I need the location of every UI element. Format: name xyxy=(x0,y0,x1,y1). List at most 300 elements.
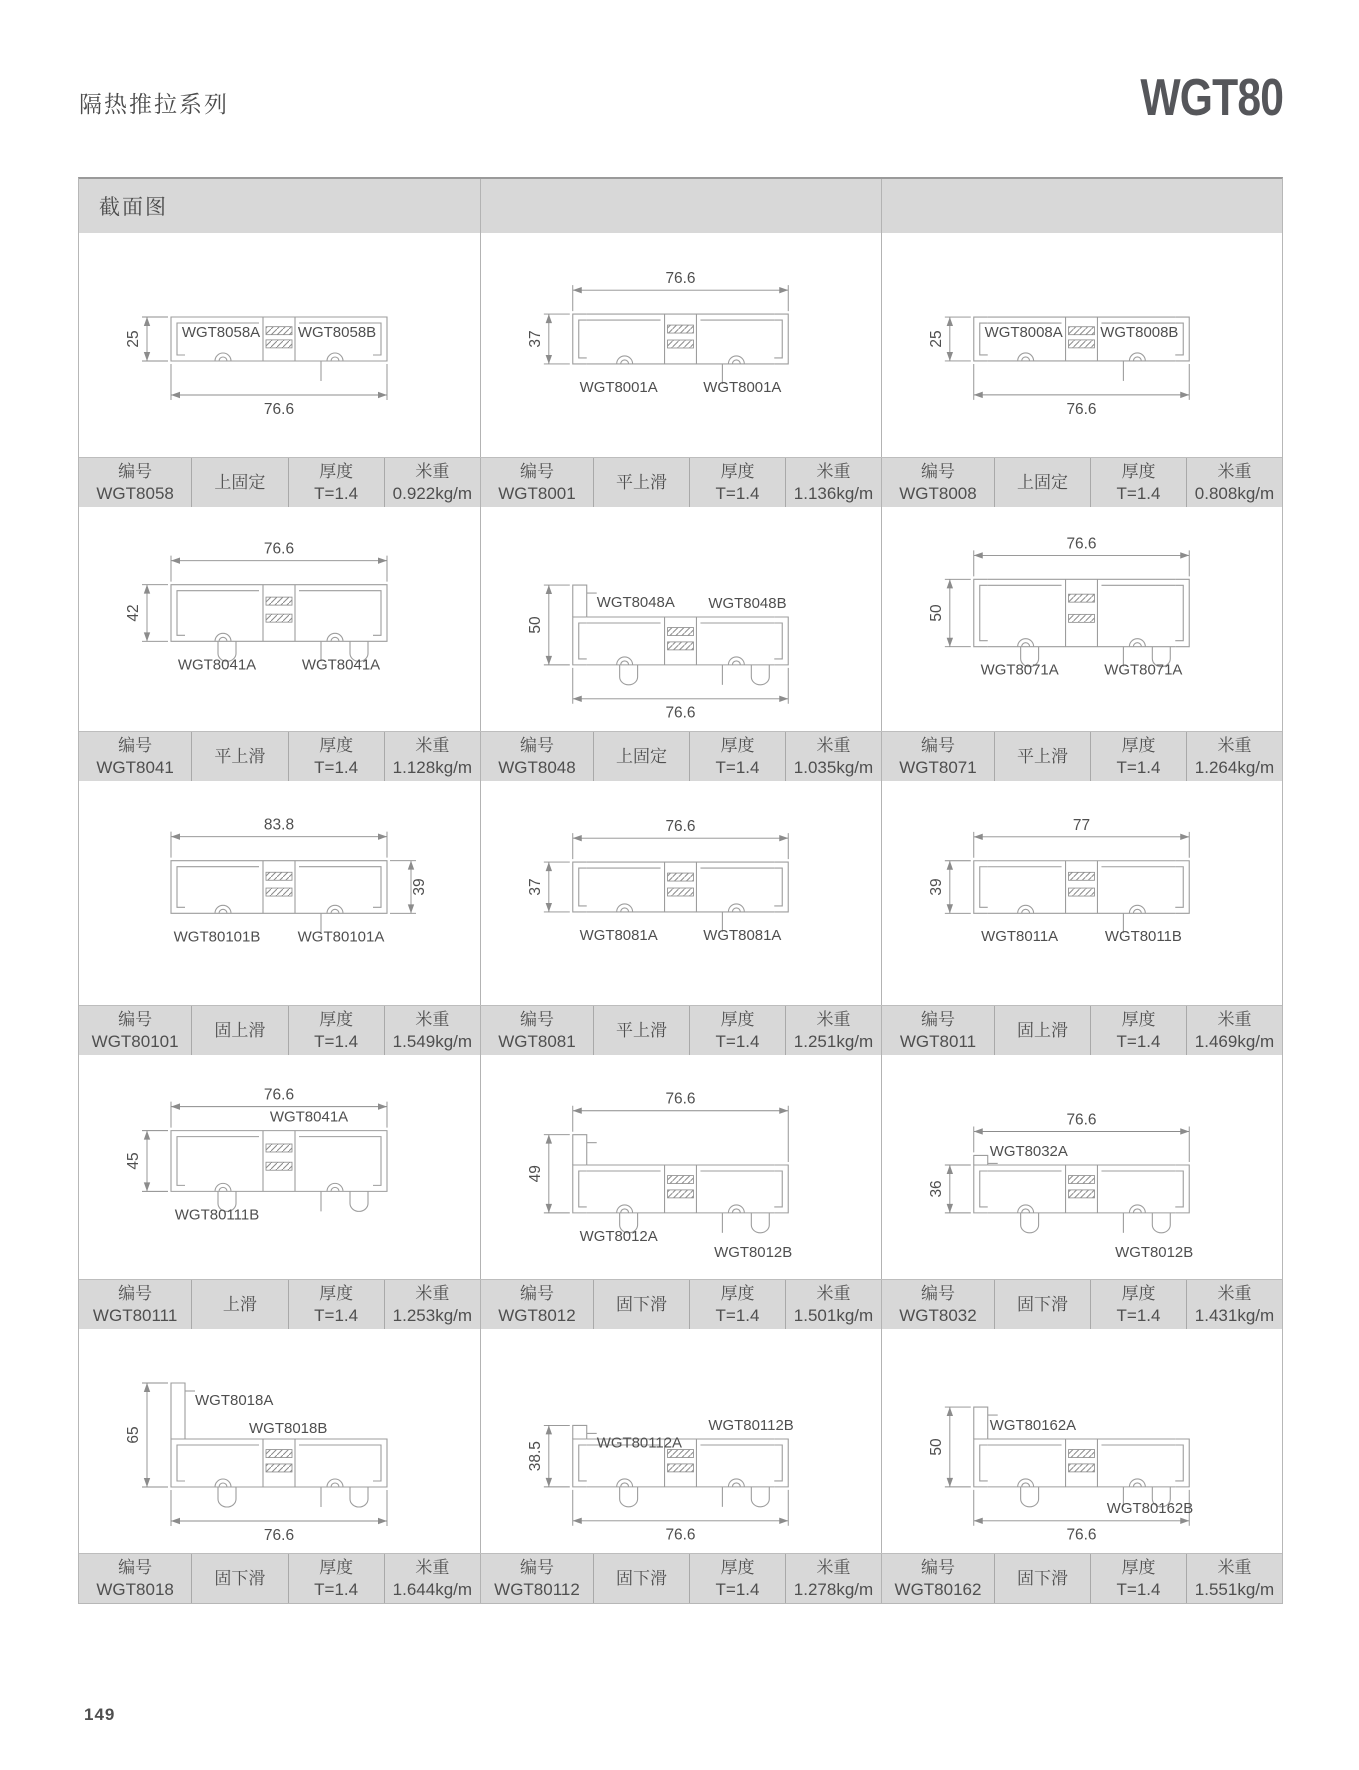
part-label: WGT80101A xyxy=(297,928,385,946)
thickness-value: T=1.4 xyxy=(1116,1305,1161,1325)
profile-outline xyxy=(974,861,1189,933)
thickness-value: T=1.4 xyxy=(715,1579,760,1599)
drawing-row xyxy=(79,1329,1282,1553)
weight-cell xyxy=(1186,458,1282,507)
spec-group-WGT80111 xyxy=(79,1280,480,1329)
profile-drawing xyxy=(882,233,1282,457)
part-number: WGT8018 xyxy=(96,1579,174,1599)
dimension-label: 50 xyxy=(526,616,544,634)
weight-cell xyxy=(785,458,881,507)
type-value: 固下滑 xyxy=(1017,1294,1068,1314)
type-value: 上固定 xyxy=(616,746,667,766)
thickness-label: 厚度 xyxy=(319,1284,354,1304)
dimension-label: 76.6 xyxy=(665,704,696,722)
type-cell xyxy=(593,732,689,781)
part-number: WGT8058 xyxy=(96,483,174,503)
type-cell xyxy=(593,1554,689,1603)
part-label: WGT8032A xyxy=(989,1143,1068,1161)
part-number: WGT80101 xyxy=(91,1031,179,1051)
dimension-label: 76.6 xyxy=(665,270,696,288)
type-value: 平上滑 xyxy=(214,746,266,766)
profile-drawing xyxy=(481,507,881,731)
code-label: 编号 xyxy=(520,1010,554,1030)
dimension-label: 37 xyxy=(526,330,544,348)
drawing-WGT8011 xyxy=(881,781,1282,1005)
weight-label: 米重 xyxy=(415,462,450,482)
part-label: WGT8071A xyxy=(1104,661,1183,679)
thickness-cell xyxy=(689,1280,785,1329)
part-number: WGT8008 xyxy=(899,483,977,503)
section-header-cell xyxy=(79,179,480,233)
dimension-label: 36 xyxy=(927,1180,945,1198)
part-label: WGT8018A xyxy=(195,1392,274,1409)
dimension-label: 76.6 xyxy=(263,1527,295,1544)
weight-cell xyxy=(785,1006,881,1055)
weight-value: 1.551kg/m xyxy=(1194,1579,1275,1599)
dimension-lines xyxy=(945,550,1189,646)
part-label: WGT8081A xyxy=(579,926,658,944)
part-label: WGT8058B xyxy=(297,324,377,341)
weight-label: 米重 xyxy=(415,1558,450,1578)
weight-label: 米重 xyxy=(816,1558,851,1578)
thickness-label: 厚度 xyxy=(720,736,755,756)
thickness-cell xyxy=(689,1006,785,1055)
profile-drawing xyxy=(882,1055,1282,1279)
part-number: WGT80112 xyxy=(494,1579,580,1599)
part-number-cell xyxy=(481,458,593,507)
part-label: WGT8041A xyxy=(177,656,257,674)
dimension-lines xyxy=(544,833,788,912)
thickness-value: T=1.4 xyxy=(715,483,760,503)
weight-value: 1.549kg/m xyxy=(392,1031,473,1051)
dimension-label: 77 xyxy=(1072,816,1091,834)
part-label: WGT8001A xyxy=(579,378,658,396)
profile-drawing xyxy=(79,233,480,457)
part-number-cell xyxy=(481,1280,593,1329)
type-cell xyxy=(593,1006,689,1055)
thickness-cell xyxy=(1090,732,1186,781)
part-number-cell xyxy=(79,732,191,781)
type-value: 上固定 xyxy=(214,472,266,492)
part-label: WGT8001A xyxy=(703,378,782,396)
spec-group-WGT8018 xyxy=(79,1554,480,1603)
profile-outline xyxy=(573,1135,788,1233)
drawing-row xyxy=(79,1055,1282,1279)
spec-group-WGT80162 xyxy=(881,1554,1282,1603)
part-number-cell xyxy=(79,1006,191,1055)
profile-outline xyxy=(573,862,788,932)
part-label: WGT8058A xyxy=(181,324,261,341)
spec-row xyxy=(79,1005,1282,1055)
part-number-cell xyxy=(79,1280,191,1329)
thickness-cell xyxy=(288,458,384,507)
dimension-label: 25 xyxy=(125,330,142,348)
part-label: WGT8008A xyxy=(984,324,1063,342)
drawing-row xyxy=(79,233,1282,457)
spec-group-WGT8032 xyxy=(881,1280,1282,1329)
part-label: WGT80112A xyxy=(596,1434,683,1452)
profile-outline xyxy=(573,314,788,384)
part-number: WGT8012 xyxy=(498,1305,576,1325)
dimension-lines xyxy=(544,285,788,364)
part-number-cell xyxy=(481,1006,593,1055)
profile-outline xyxy=(171,585,387,662)
part-number-cell xyxy=(882,458,994,507)
weight-cell xyxy=(785,732,881,781)
weight-value: 1.253kg/m xyxy=(392,1305,473,1325)
thickness-label: 厚度 xyxy=(1121,736,1156,756)
part-number-cell xyxy=(481,1554,593,1603)
thickness-value: T=1.4 xyxy=(1116,757,1161,777)
drawing-WGT8081 xyxy=(480,781,881,1005)
thickness-cell xyxy=(689,1554,785,1603)
part-label: WGT8071A xyxy=(980,661,1059,679)
thickness-cell xyxy=(288,1280,384,1329)
part-number-cell xyxy=(882,1280,994,1329)
drawing-row xyxy=(79,781,1282,1005)
drawing-WGT8058 xyxy=(79,233,480,457)
thickness-value: T=1.4 xyxy=(715,1031,760,1051)
type-cell xyxy=(994,1280,1090,1329)
part-label: WGT8012B xyxy=(714,1243,793,1261)
weight-label: 米重 xyxy=(816,462,851,482)
type-value: 上固定 xyxy=(1017,472,1068,492)
profile-drawing xyxy=(481,233,881,457)
thickness-value: T=1.4 xyxy=(314,1579,359,1599)
code-label: 编号 xyxy=(118,462,153,482)
profile-drawing xyxy=(79,1329,480,1553)
part-number-cell xyxy=(79,1554,191,1603)
part-label: WGT80162A xyxy=(989,1417,1077,1435)
thickness-label: 厚度 xyxy=(720,1010,755,1030)
code-label: 编号 xyxy=(520,462,554,482)
part-label: WGT8012B xyxy=(1115,1243,1194,1261)
part-label: WGT8018B xyxy=(249,1420,328,1437)
spec-row xyxy=(79,731,1282,781)
part-number: WGT8032 xyxy=(899,1305,977,1325)
thickness-label: 厚度 xyxy=(319,1010,354,1030)
thickness-cell xyxy=(1090,1554,1186,1603)
drawing-WGT80101 xyxy=(79,781,480,1005)
part-label: WGT8012A xyxy=(579,1227,658,1245)
dimension-label: 76.6 xyxy=(1066,1526,1097,1544)
type-cell xyxy=(191,458,287,507)
weight-label: 米重 xyxy=(415,1010,450,1030)
part-number-cell xyxy=(481,732,593,781)
type-cell xyxy=(994,458,1090,507)
page-title: 隔热推拉系列 xyxy=(79,91,229,117)
weight-value: 1.136kg/m xyxy=(793,483,874,503)
dimension-label: 76.6 xyxy=(665,1526,696,1544)
thickness-label: 厚度 xyxy=(1121,1010,1156,1030)
weight-value: 0.922kg/m xyxy=(392,483,473,503)
weight-value: 1.251kg/m xyxy=(793,1031,874,1051)
type-value: 平上滑 xyxy=(616,472,667,492)
weight-cell xyxy=(785,1280,881,1329)
thickness-value: T=1.4 xyxy=(1116,1031,1161,1051)
type-value: 固下滑 xyxy=(1017,1568,1068,1588)
dimension-label: 76.6 xyxy=(665,818,696,836)
thickness-label: 厚度 xyxy=(319,1558,354,1578)
spec-group-WGT8012 xyxy=(480,1280,881,1329)
dimension-label: 76.6 xyxy=(263,401,295,418)
part-number-cell xyxy=(882,1006,994,1055)
profile-outline xyxy=(171,1131,387,1212)
profile-outline xyxy=(974,1155,1189,1232)
type-cell xyxy=(994,1006,1090,1055)
page-number: 149 xyxy=(84,1705,116,1724)
weight-cell xyxy=(1186,1006,1282,1055)
dimension-label: 39 xyxy=(411,878,428,896)
code-label: 编号 xyxy=(118,1284,153,1304)
weight-label: 米重 xyxy=(816,1284,851,1304)
weight-value: 1.644kg/m xyxy=(392,1579,473,1599)
thickness-cell xyxy=(1090,458,1186,507)
weight-value: 1.501kg/m xyxy=(793,1305,874,1325)
dimension-label: 45 xyxy=(125,1152,142,1170)
thickness-cell xyxy=(1090,1280,1186,1329)
weight-label: 米重 xyxy=(816,1010,851,1030)
weight-cell xyxy=(384,1006,480,1055)
drawing-WGT80111 xyxy=(79,1055,480,1279)
dimension-label: 76.6 xyxy=(1066,1111,1097,1129)
part-number-cell xyxy=(79,458,191,507)
code-label: 编号 xyxy=(921,1010,955,1030)
thickness-value: T=1.4 xyxy=(715,1305,760,1325)
part-label: WGT8011B xyxy=(1104,928,1182,946)
code-label: 编号 xyxy=(118,1558,153,1578)
dimension-label: 76.6 xyxy=(1066,400,1097,418)
thickness-value: T=1.4 xyxy=(715,757,760,777)
profile-drawing xyxy=(882,1329,1282,1553)
thickness-cell xyxy=(689,458,785,507)
weight-label: 米重 xyxy=(415,1284,450,1304)
type-value: 平上滑 xyxy=(616,1020,667,1040)
weight-cell xyxy=(384,1280,480,1329)
spec-group-WGT80112 xyxy=(480,1554,881,1603)
thickness-label: 厚度 xyxy=(1121,1284,1156,1304)
section-header-row xyxy=(79,179,1282,233)
part-label: WGT8041A xyxy=(269,1108,349,1126)
code-label: 编号 xyxy=(921,462,955,482)
dimension-label: 76.6 xyxy=(665,1090,696,1108)
type-cell xyxy=(994,1554,1090,1603)
weight-cell xyxy=(384,732,480,781)
type-cell xyxy=(191,732,287,781)
part-number: WGT8011 xyxy=(899,1031,977,1051)
profile-drawing xyxy=(79,507,480,731)
part-label: WGT80112B xyxy=(708,1417,794,1435)
thickness-cell xyxy=(689,732,785,781)
profile-drawing xyxy=(79,1055,480,1279)
part-label: WGT80101B xyxy=(173,928,261,946)
profile-outline xyxy=(974,579,1189,666)
thickness-label: 厚度 xyxy=(1121,1558,1156,1578)
thickness-value: T=1.4 xyxy=(1116,483,1161,503)
spec-group-WGT8081 xyxy=(480,1006,881,1055)
section-header-cell-empty xyxy=(881,179,1282,233)
code-label: 编号 xyxy=(921,1284,955,1304)
part-number-cell xyxy=(882,1554,994,1603)
section-header-label: 截面图 xyxy=(99,196,168,219)
thickness-cell xyxy=(288,1006,384,1055)
code-label: 编号 xyxy=(520,1284,554,1304)
weight-value: 1.035kg/m xyxy=(793,757,874,777)
weight-value: 0.808kg/m xyxy=(1194,483,1275,503)
thickness-label: 厚度 xyxy=(319,736,354,756)
dimension-label: 76.6 xyxy=(1066,535,1097,553)
thickness-label: 厚度 xyxy=(1121,462,1156,482)
part-number: WGT8081 xyxy=(498,1031,576,1051)
part-label: WGT8048A xyxy=(596,594,675,612)
section-header-cell-empty xyxy=(480,179,881,233)
weight-cell xyxy=(1186,1280,1282,1329)
thickness-label: 厚度 xyxy=(319,462,354,482)
profile-drawing xyxy=(481,1055,881,1279)
thickness-cell xyxy=(1090,1006,1186,1055)
type-value: 固下滑 xyxy=(616,1294,667,1314)
thickness-label: 厚度 xyxy=(720,1284,755,1304)
spec-group-WGT8001 xyxy=(480,458,881,507)
spec-group-WGT8041 xyxy=(79,732,480,781)
thickness-cell xyxy=(288,1554,384,1603)
weight-value: 1.431kg/m xyxy=(1194,1305,1275,1325)
part-number-cell xyxy=(882,732,994,781)
dimension-lines xyxy=(945,832,1189,913)
type-value: 固上滑 xyxy=(1017,1020,1068,1040)
profile-catalog-table xyxy=(78,177,1283,1604)
dimension-label: 49 xyxy=(526,1165,544,1183)
part-label: WGT8048B xyxy=(708,595,787,613)
dimension-label: 65 xyxy=(125,1426,142,1444)
thickness-value: T=1.4 xyxy=(314,1305,359,1325)
thickness-value: T=1.4 xyxy=(314,757,359,777)
type-value: 固下滑 xyxy=(616,1568,667,1588)
part-number: WGT8001 xyxy=(498,483,576,503)
drawing-WGT8001 xyxy=(480,233,881,457)
thickness-value: T=1.4 xyxy=(314,1031,359,1051)
weight-cell xyxy=(1186,732,1282,781)
dimension-label: 25 xyxy=(927,330,945,348)
type-cell xyxy=(191,1554,287,1603)
thickness-cell xyxy=(288,732,384,781)
drawing-WGT8048 xyxy=(480,507,881,731)
spec-group-WGT8011 xyxy=(881,1006,1282,1055)
type-value: 上滑 xyxy=(222,1294,257,1314)
drawing-row xyxy=(79,507,1282,731)
weight-value: 1.264kg/m xyxy=(1194,757,1275,777)
weight-label: 米重 xyxy=(1217,1284,1252,1304)
spec-group-WGT8058 xyxy=(79,458,480,507)
part-label: WGT8011A xyxy=(981,928,1059,946)
dimension-lines xyxy=(945,1127,1189,1213)
weight-label: 米重 xyxy=(1217,462,1252,482)
thickness-value: T=1.4 xyxy=(314,483,359,503)
dimension-label: 76.6 xyxy=(263,1086,295,1104)
code-label: 编号 xyxy=(118,736,153,756)
weight-cell xyxy=(384,1554,480,1603)
part-number: WGT80111 xyxy=(92,1305,178,1325)
dimension-lines xyxy=(544,1106,788,1213)
thickness-label: 厚度 xyxy=(720,1558,755,1578)
code-label: 编号 xyxy=(921,736,955,756)
profile-outline xyxy=(171,861,387,934)
part-number: WGT8071 xyxy=(899,757,977,777)
profile-drawing xyxy=(481,1329,881,1553)
part-label: WGT8008B xyxy=(1100,324,1179,342)
spec-row xyxy=(79,1553,1282,1603)
drawing-WGT80112 xyxy=(480,1329,881,1553)
drawing-WGT8032 xyxy=(881,1055,1282,1279)
weight-cell xyxy=(1186,1554,1282,1603)
type-cell xyxy=(191,1006,287,1055)
code-label: 编号 xyxy=(921,1558,955,1578)
code-label: 编号 xyxy=(520,736,554,756)
type-cell xyxy=(593,458,689,507)
part-number: WGT8041 xyxy=(96,757,174,777)
drawing-WGT8008 xyxy=(881,233,1282,457)
series-code: WGT80 xyxy=(1140,69,1283,127)
dimension-label: 50 xyxy=(927,1438,945,1456)
weight-label: 米重 xyxy=(1217,736,1252,756)
drawing-WGT80162 xyxy=(881,1329,1282,1553)
type-value: 固下滑 xyxy=(214,1568,266,1588)
profile-drawing xyxy=(481,781,881,1005)
spec-group-WGT8008 xyxy=(881,458,1282,507)
spec-group-WGT8071 xyxy=(881,732,1282,781)
dimension-lines xyxy=(171,832,416,914)
weight-value: 1.128kg/m xyxy=(392,757,473,777)
part-label: WGT80162B xyxy=(1106,1499,1194,1517)
drawing-WGT8041 xyxy=(79,507,480,731)
weight-value: 1.469kg/m xyxy=(1194,1031,1275,1051)
spec-group-WGT80101 xyxy=(79,1006,480,1055)
type-cell xyxy=(593,1280,689,1329)
dimension-label: 37 xyxy=(526,878,544,896)
part-label: WGT80111B xyxy=(174,1206,260,1224)
drawing-WGT8071 xyxy=(881,507,1282,731)
weight-cell xyxy=(785,1554,881,1603)
weight-label: 米重 xyxy=(816,736,851,756)
type-value: 平上滑 xyxy=(1017,746,1068,766)
spec-row xyxy=(79,457,1282,507)
profile-drawing xyxy=(882,507,1282,731)
thickness-value: T=1.4 xyxy=(1116,1579,1161,1599)
weight-cell xyxy=(384,458,480,507)
dimension-label: 39 xyxy=(927,878,945,896)
dimension-label: 42 xyxy=(125,604,142,622)
part-number: WGT8048 xyxy=(498,757,576,777)
part-label: WGT8081A xyxy=(703,926,782,944)
drawing-WGT8018 xyxy=(79,1329,480,1553)
dimension-label: 38.5 xyxy=(526,1441,544,1472)
dimension-lines xyxy=(142,556,387,642)
dimension-label: 50 xyxy=(927,604,945,622)
weight-value: 1.278kg/m xyxy=(793,1579,874,1599)
weight-label: 米重 xyxy=(1217,1558,1252,1578)
profile-drawing xyxy=(79,781,480,1005)
code-label: 编号 xyxy=(118,1010,153,1030)
drawing-WGT8012 xyxy=(480,1055,881,1279)
dimension-label: 76.6 xyxy=(263,540,295,558)
part-number: WGT80162 xyxy=(894,1579,982,1599)
spec-row xyxy=(79,1279,1282,1329)
type-cell xyxy=(994,732,1090,781)
spec-group-WGT8048 xyxy=(480,732,881,781)
type-value: 固上滑 xyxy=(214,1020,266,1040)
type-cell xyxy=(191,1280,287,1329)
profile-drawing xyxy=(882,781,1282,1005)
